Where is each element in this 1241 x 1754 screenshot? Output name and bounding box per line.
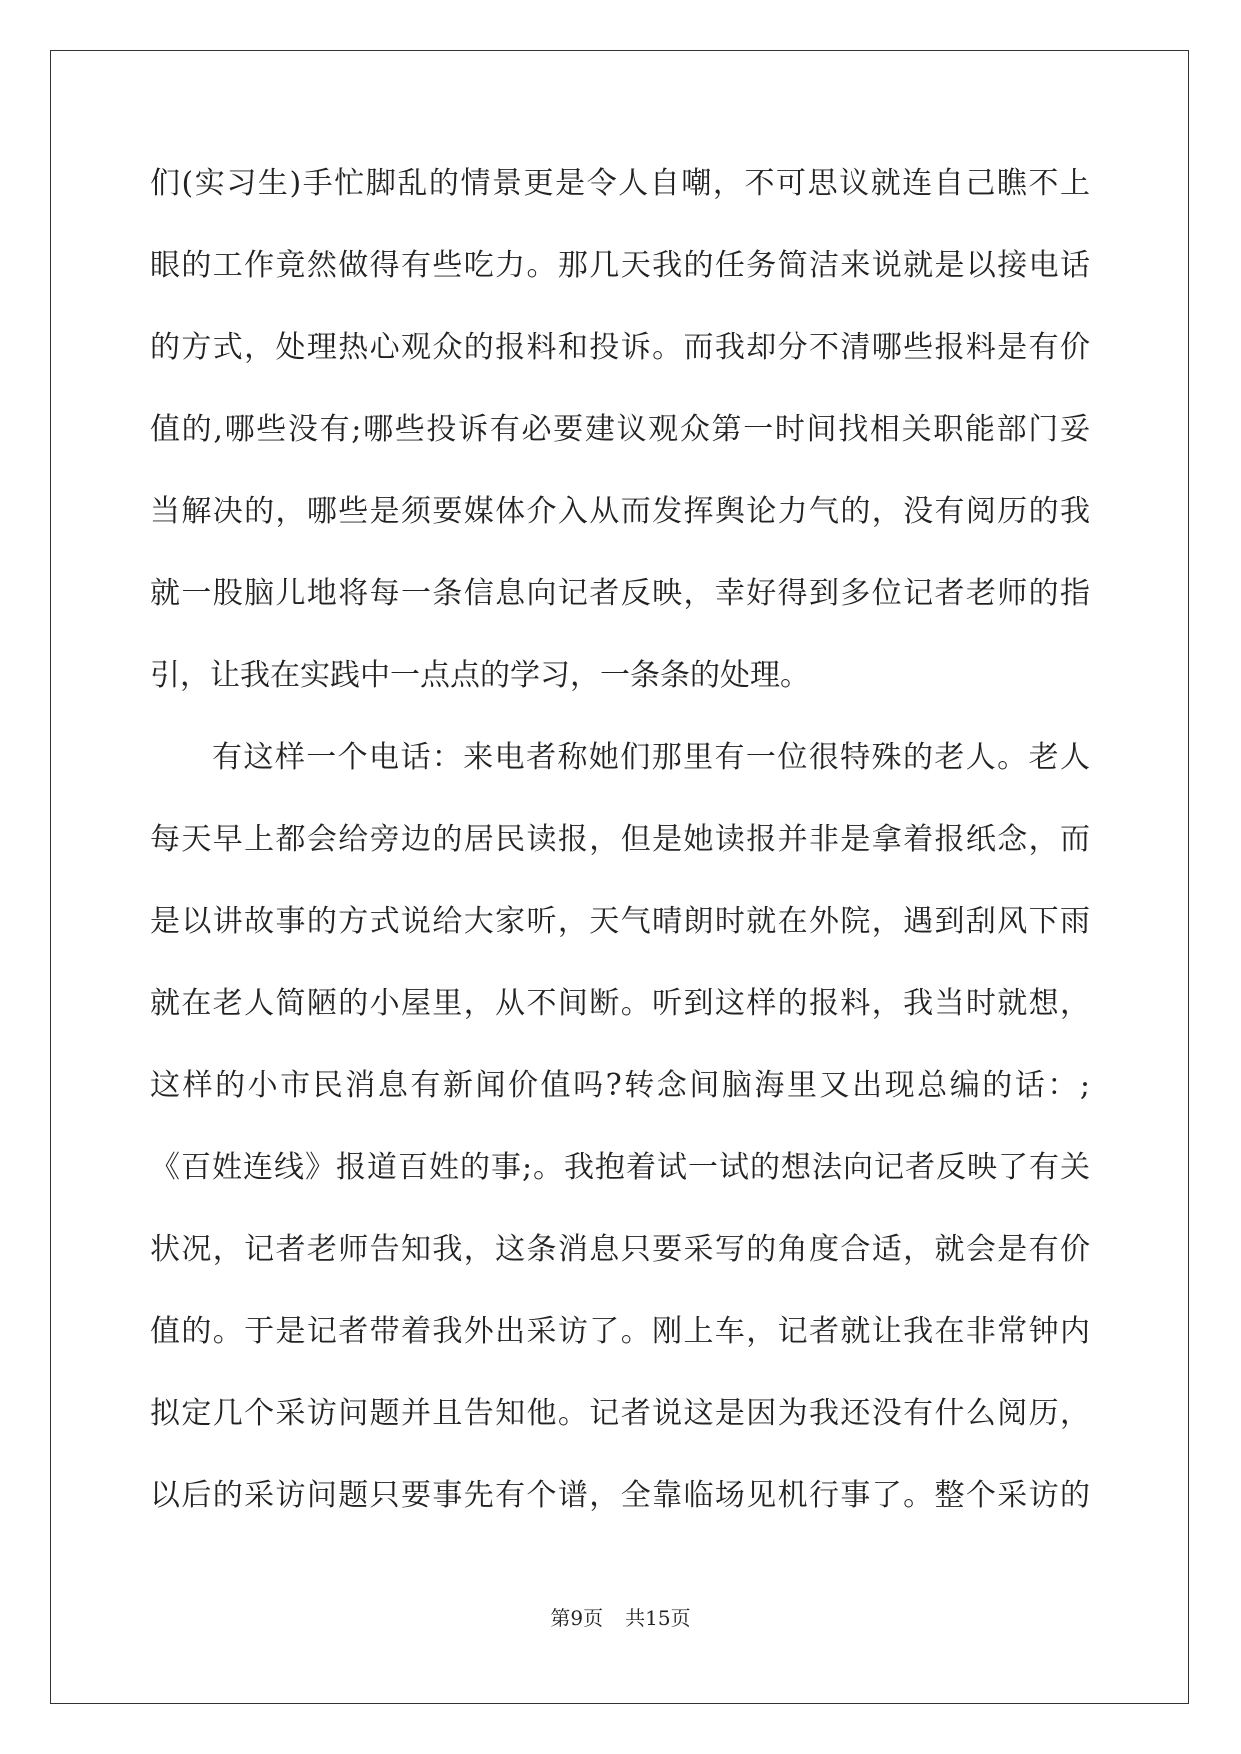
text-line: 的方式，处理热心观众的报料和投诉。而我却分不清哪些报料是有价	[150, 330, 1090, 365]
text-line: 是以讲故事的方式说给大家听，天气晴朗时就在外院，遇到刮风下雨	[150, 904, 1090, 939]
text-line: 状况，记者老师告知我，这条消息只要采写的角度合适，就会是有价	[150, 1232, 1090, 1267]
text-line: 以后的采访问题只要事先有个谱，全靠临场见机行事了。整个采访的	[150, 1478, 1090, 1513]
page-footer	[0, 1602, 1241, 1631]
text-line: 《百姓连线》报道百姓的事;。我抱着试一试的想法向记者反映了有关	[150, 1150, 1090, 1185]
body-text	[150, 158, 1090, 1552]
text-line: 们(实习生)手忙脚乱的情景更是令人自嘲，不可思议就连自己瞧不上	[150, 166, 1090, 201]
text-line: 就在老人简陋的小屋里，从不间断。听到这样的报料，我当时就想，	[150, 986, 1090, 1021]
text-line: 当解决的，哪些是须要媒体介入从而发挥舆论力气的，没有阅历的我	[150, 494, 1090, 529]
text-line: 这样的小市民消息有新闻价值吗?转念间脑海里又出现总编的话：;	[150, 1068, 1090, 1103]
page-total: 共15页	[625, 1606, 691, 1630]
text-line: 眼的工作竟然做得有些吃力。那几天我的任务简洁来说就是以接电话	[150, 248, 1090, 283]
page-number: 第9页	[550, 1606, 604, 1630]
text-line: 每天早上都会给旁边的居民读报，但是她读报并非是拿着报纸念，而	[150, 822, 1090, 857]
text-line: 就一股脑儿地将每一条信息向记者反映，幸好得到多位记者老师的指	[150, 576, 1090, 611]
text-line: 拟定几个采访问题并且告知他。记者说这是因为我还没有什么阅历，	[150, 1396, 1090, 1431]
text-line: 值的,哪些没有;哪些投诉有必要建议观众第一时间找相关职能部门妥	[150, 412, 1090, 447]
text-line: 值的。于是记者带着我外出采访了。刚上车，记者就让我在非常钟内	[150, 1314, 1090, 1349]
paragraph-first-line: 有这样一个电话：来电者称她们那里有一位很特殊的老人。老人	[212, 740, 1090, 775]
text-line: 引，让我在实践中一点点的学习，一条条的处理。	[150, 658, 810, 693]
